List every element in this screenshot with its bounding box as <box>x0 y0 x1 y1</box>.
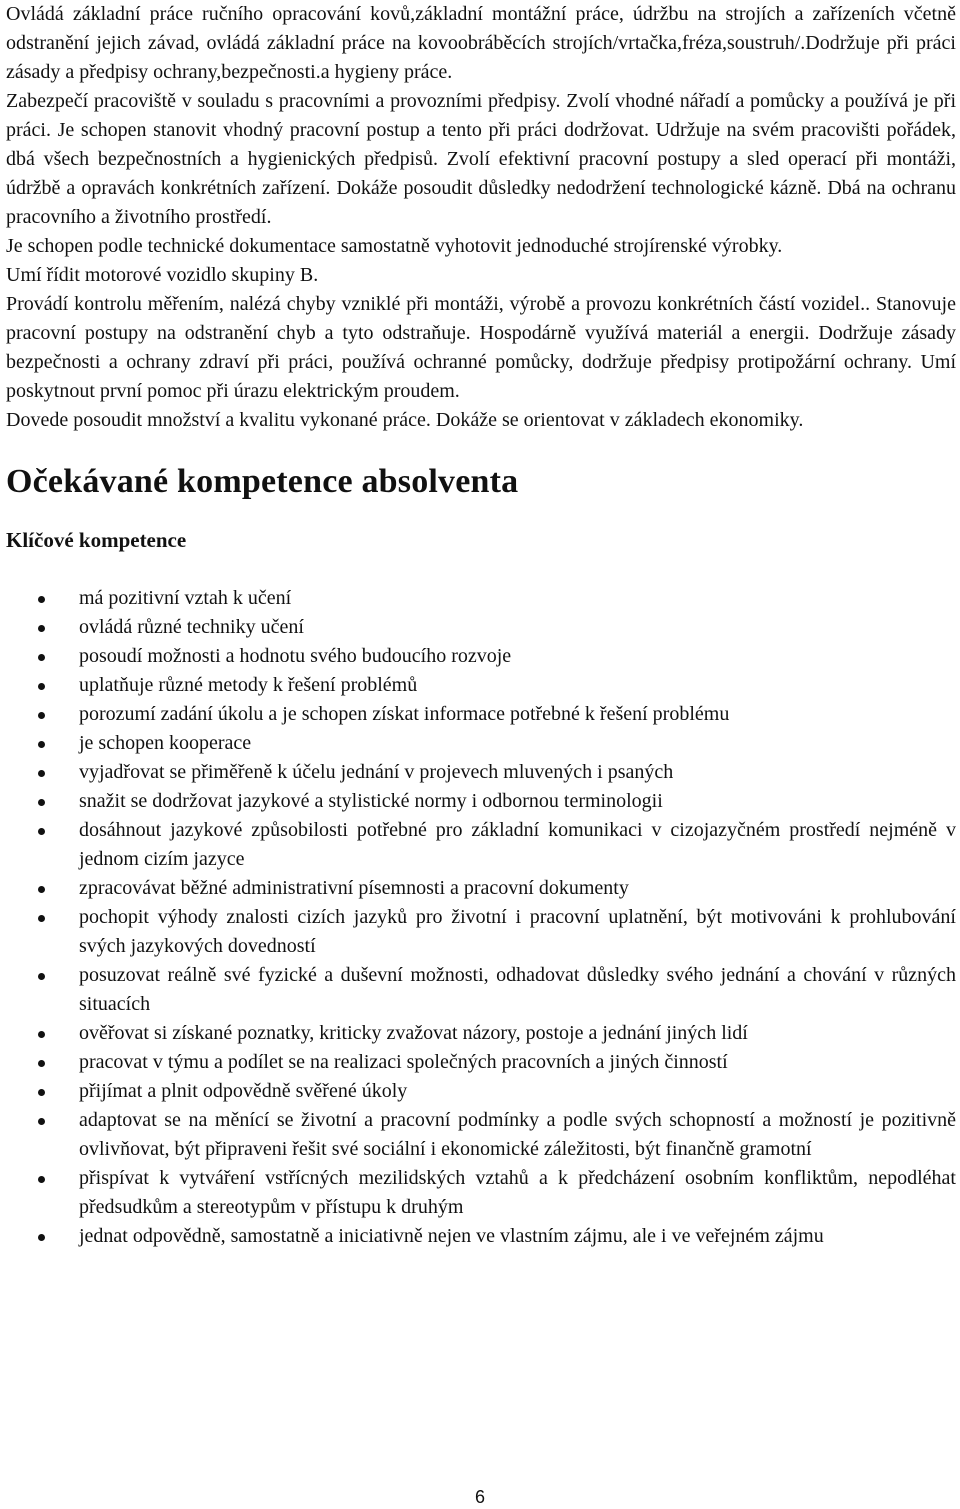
list-item-text: uplatňuje různé metody k řešení problémů <box>79 674 418 696</box>
list-item <box>6 1019 956 1048</box>
bullet-icon <box>38 799 45 806</box>
bullet-icon <box>38 886 45 893</box>
list-item-text: přispívat k vytváření vstřícných mezilidských vztahů a k předcházení osobním konfliktům, nepodléhat předsudkům a stereotypům v přístupu k druhým <box>79 1167 956 1218</box>
list-item <box>6 1077 956 1106</box>
document-page <box>6 0 956 1251</box>
list-item <box>6 729 956 758</box>
bullet-icon <box>38 1031 45 1038</box>
bullet-icon <box>38 770 45 777</box>
bullet-icon <box>38 828 45 835</box>
list-item <box>6 700 956 729</box>
list-item <box>6 671 956 700</box>
list-item-text: pochopit výhody znalosti cizích jazyků pro životní i pracovní uplatnění, být motivováni k prohlubování svých jazykových dovedností <box>79 906 956 957</box>
competence-list <box>6 584 956 1251</box>
bullet-icon <box>38 1234 45 1241</box>
bullet-icon <box>38 1176 45 1183</box>
list-item <box>6 584 956 613</box>
bullet-icon <box>38 1089 45 1096</box>
list-item <box>6 1048 956 1077</box>
list-item <box>6 1222 956 1251</box>
bullet-icon <box>38 712 45 719</box>
subsection-title: Klíčové kompetence <box>6 528 187 552</box>
section-title: Očekávané kompetence absolventa <box>6 463 519 500</box>
list-item-text: jednat odpovědně, samostatně a iniciativně nejen ve vlastním zájmu, ale i ve veřejném zájmu <box>79 1225 824 1247</box>
list-item-text: porozumí zadání úkolu a je schopen získat informace potřebné k řešení problému <box>79 703 730 725</box>
list-item-text: má pozitivní vztah k učení <box>79 587 292 609</box>
bullet-icon <box>38 596 45 603</box>
intro-paragraph: Je schopen podle technické dokumentace samostatně vyhotovit jednoduché strojírenské výrobky. <box>6 235 783 257</box>
intro-paragraph: Provádí kontrolu měřením, nalézá chyby vzniklé při montáži, výrobě a provozu konkrétních částí vozidel.. Stanovuje pracovní postupy na odstranění chyb a tyto odstraňuje. Hospodárně využívá materiál a energii. Dodržuje zásady bezpečnosti a ochrany zdraví při práci, používá ochranné pomůcky, dodržuje předpisy protipožární ochrany. Umí poskytnout první pomoc při úrazu elektrickým proudem. <box>6 293 956 402</box>
bullet-icon <box>38 741 45 748</box>
list-item <box>6 874 956 903</box>
list-item <box>6 816 956 874</box>
list-item-text: pracovat v týmu a podílet se na realizaci společných pracovních a jiných činností <box>79 1051 728 1073</box>
list-item-text: posoudí možnosti a hodnotu svého budoucího rozvoje <box>79 645 512 667</box>
list-item-text: posuzovat reálně své fyzické a duševní možnosti, odhadovat důsledky svého jednání a chování v různých situacích <box>79 964 956 1015</box>
list-item <box>6 903 956 961</box>
list-item-text: dosáhnout jazykové způsobilosti potřebné pro základní komunikaci v cizojazyčném prostředí nejméně v jednom cizím jazyce <box>79 819 956 870</box>
intro-text <box>6 0 956 435</box>
list-item <box>6 1164 956 1222</box>
list-item-text: je schopen kooperace <box>79 732 252 754</box>
bullet-icon <box>38 973 45 980</box>
bullet-icon <box>38 654 45 661</box>
intro-paragraph: Umí řídit motorové vozidlo skupiny B. <box>6 264 319 286</box>
bullet-icon <box>38 915 45 922</box>
list-item <box>6 961 956 1019</box>
page-number: 6 <box>474 1487 485 1507</box>
list-item <box>6 613 956 642</box>
list-item <box>6 758 956 787</box>
list-item <box>6 787 956 816</box>
list-item-text: vyjadřovat se přiměřeně k účelu jednání v projevech mluvených i psaných <box>79 761 674 783</box>
list-item <box>6 1106 956 1164</box>
bullet-icon <box>38 1118 45 1125</box>
list-item <box>6 642 956 671</box>
intro-paragraph: Ovládá základní práce ručního opracování kovů,základní montážní práce, údržbu na strojích a zařízeních včetně odstranění jejich závad, ovládá základní práce na kovoobráběcích strojích/vrtačka,fréza,soustruh/.Dodržuje při práci zásady a předpisy ochrany,bezpečnosti.a hygieny práce. <box>6 3 956 83</box>
list-item-text: snažit se dodržovat jazykové a stylistické normy i odbornou terminologii <box>79 790 663 812</box>
intro-paragraph: Zabezpečí pracoviště v souladu s pracovními a provozními předpisy. Zvolí vhodné nářadí a pomůcky a používá je při práci. Je schopen stanovit vhodný pracovní postup a tento při práci dodržovat. Udržuje na svém pracovišti pořádek, dbá všech bezpečnostních a hygienických předpisů. Zvolí efektivní pracovní postupy a sled operací při montáži, údržbě a opravách konkrétních zařízení. Dokáže posoudit důsledky nedodržení technologické kázně. Dbá na ochranu pracovního a životního prostředí. <box>6 90 956 228</box>
bullet-icon <box>38 683 45 690</box>
list-item-text: ověřovat si získané poznatky, kriticky zvažovat názory, postoje a jednání jiných lidí <box>79 1022 748 1044</box>
intro-paragraph: Dovede posoudit množství a kvalitu vykonané práce. Dokáže se orientovat v základech ekonomiky. <box>6 409 804 431</box>
bullet-icon <box>38 1060 45 1067</box>
bullet-icon <box>38 625 45 632</box>
list-item-text: zpracovávat běžné administrativní písemnosti a pracovní dokumenty <box>79 877 629 899</box>
list-item-text: ovládá různé techniky učení <box>79 616 304 638</box>
list-item-text: adaptovat se na měnící se životní a pracovní podmínky a podle svých schopností a možností je pozitivně ovlivňovat, být připraveni řešit své sociální i ekonomické záležitosti, být finančně gramotní <box>79 1109 956 1160</box>
list-item-text: přijímat a plnit odpovědně svěřené úkoly <box>79 1080 408 1102</box>
